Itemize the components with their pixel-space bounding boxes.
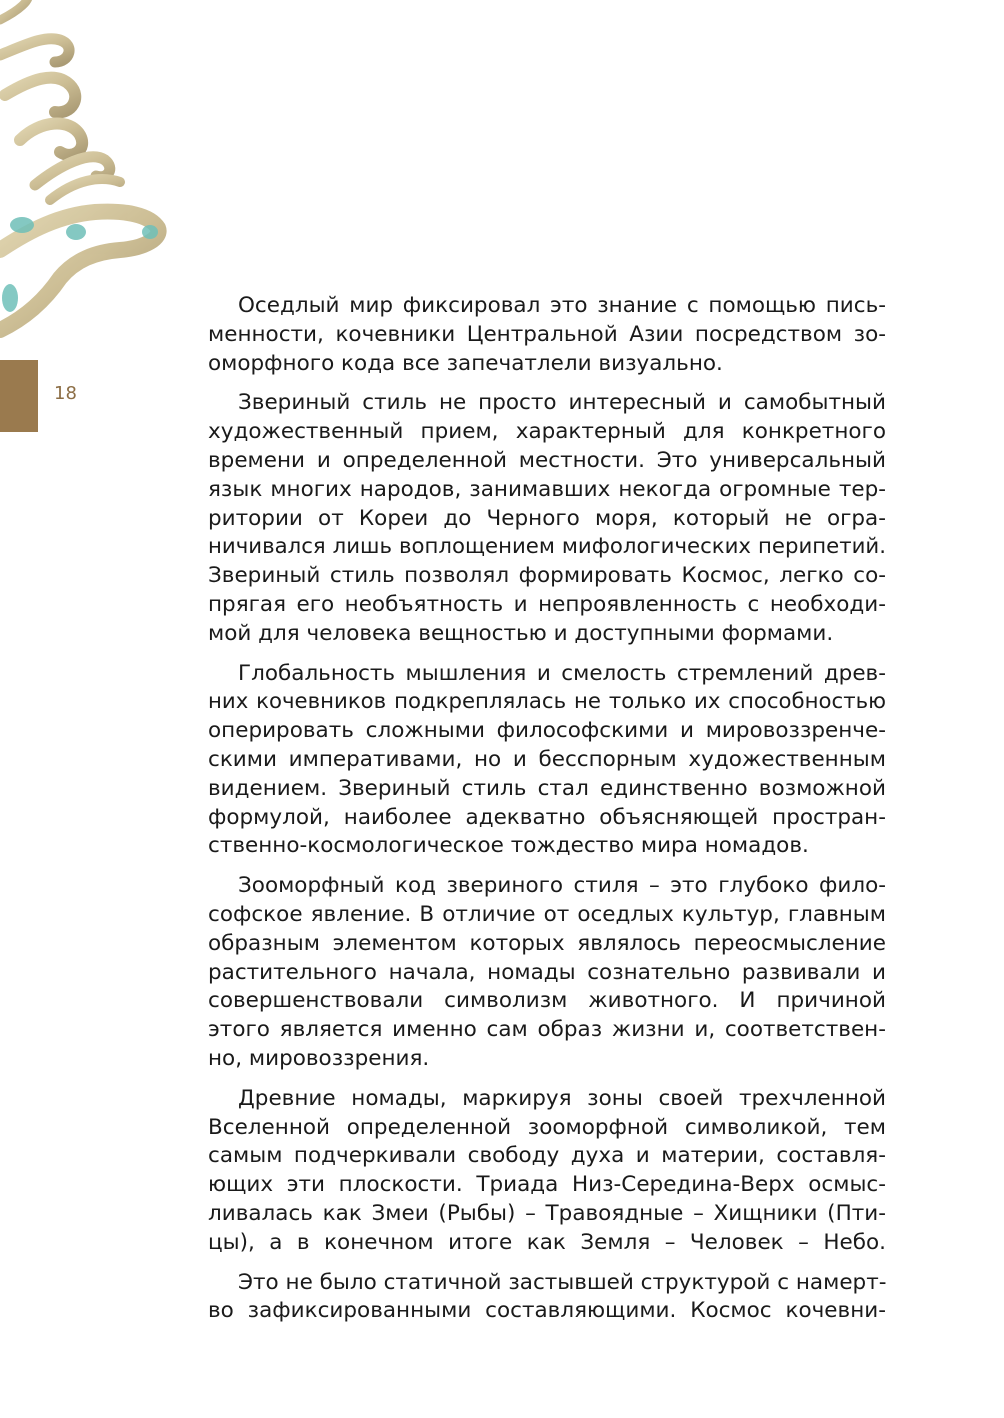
- text-line: оморфного кода все запечатлели визуально.: [208, 350, 723, 376]
- text-line: образным элементом которых являлось переосмысление: [208, 930, 886, 956]
- text-line: прягая его необъятность и непроявленность с необходи-: [208, 591, 886, 617]
- text-line: Оседлый мир фиксировал это знание с помощью пись-: [238, 293, 886, 318]
- text-line: них кочевников подкреплялась не только их способностью: [208, 689, 886, 715]
- text-line: формулой, наиболее адекватно объясняющей простран-: [208, 804, 886, 830]
- page-number: 18: [54, 383, 77, 404]
- text-line: ничивался лишь воплощением мифологических перипетий.: [208, 534, 886, 560]
- text-line: цы), а в конечном итоге как Земля – Человек – Небо.: [208, 1229, 886, 1255]
- text-line: растительного начала, номады сознательно развивали и: [208, 959, 886, 985]
- text-line: Это не было статичной застывшей структурой с намерт-: [238, 1269, 887, 1295]
- text-line: Звериный стиль не просто интересный и самобытный: [238, 390, 886, 416]
- page-marker-tab: [0, 360, 38, 432]
- paragraph: [208, 1085, 886, 1258]
- text-line: художественный прием, характерный для конкретного: [208, 419, 886, 445]
- text-line: скими императивами, но и бесспорным художественным: [208, 746, 886, 772]
- text-line: софское явление. В отличие от оседлых культур, главным: [208, 901, 886, 927]
- text-line: менности, кочевники Центральной Азии посредством зо-: [208, 321, 886, 347]
- text-line: оперировать сложными философскими и мировоззренче-: [208, 718, 886, 744]
- text-line: Древние номады, маркируя зоны своей трехчленной: [238, 1085, 886, 1111]
- text-line: ственно-космологическое тождество мира номадов.: [208, 833, 809, 859]
- paragraph: [208, 660, 886, 862]
- text-line: самым подчеркивали свободу духа и материи, составля-: [208, 1143, 886, 1169]
- text-line: Глобальность мышления и смелость стремлений древ-: [238, 660, 886, 686]
- paragraph: [208, 389, 886, 648]
- paragraph: [208, 292, 886, 378]
- text-line: но, мировоззрения.: [208, 1045, 430, 1071]
- text-line: этого является именно сам образ жизни и, соответствен-: [208, 1017, 886, 1043]
- paragraph: [208, 872, 886, 1074]
- text-line: ливалась как Змеи (Рыбы) – Травоядные – Хищники (Пти-: [208, 1200, 886, 1226]
- deer-antler-ornament-icon: [0, 0, 170, 345]
- text-line: ющих эти плоскости. Триада Низ-Середина-Верх осмыс-: [208, 1172, 886, 1198]
- text-line: ритории от Кореи до Черного моря, который не огра-: [208, 505, 886, 531]
- text-line: Зооморфный код звериного стиля – это глубоко фило-: [238, 873, 886, 899]
- text-line: Звериный стиль позволял формировать Космос, легко со-: [208, 563, 886, 589]
- body-text: [208, 292, 886, 1337]
- text-line: во зафиксированными составляющими. Космос кочевни-: [208, 1298, 886, 1324]
- text-line: язык многих народов, занимавших некогда огромные тер-: [208, 476, 886, 502]
- text-line: Вселенной определенной зооморфной символикой, тем: [208, 1114, 886, 1140]
- paragraph: [208, 1269, 886, 1327]
- text-line: времени и определенной местности. Это универсальный: [208, 447, 886, 473]
- text-line: совершенствовали символизм животного. И причиной: [208, 988, 886, 1014]
- text-line: видением. Звериный стиль стал единственно возможной: [208, 775, 886, 801]
- text-line: мой для человека вещностью и доступными формами.: [208, 620, 834, 646]
